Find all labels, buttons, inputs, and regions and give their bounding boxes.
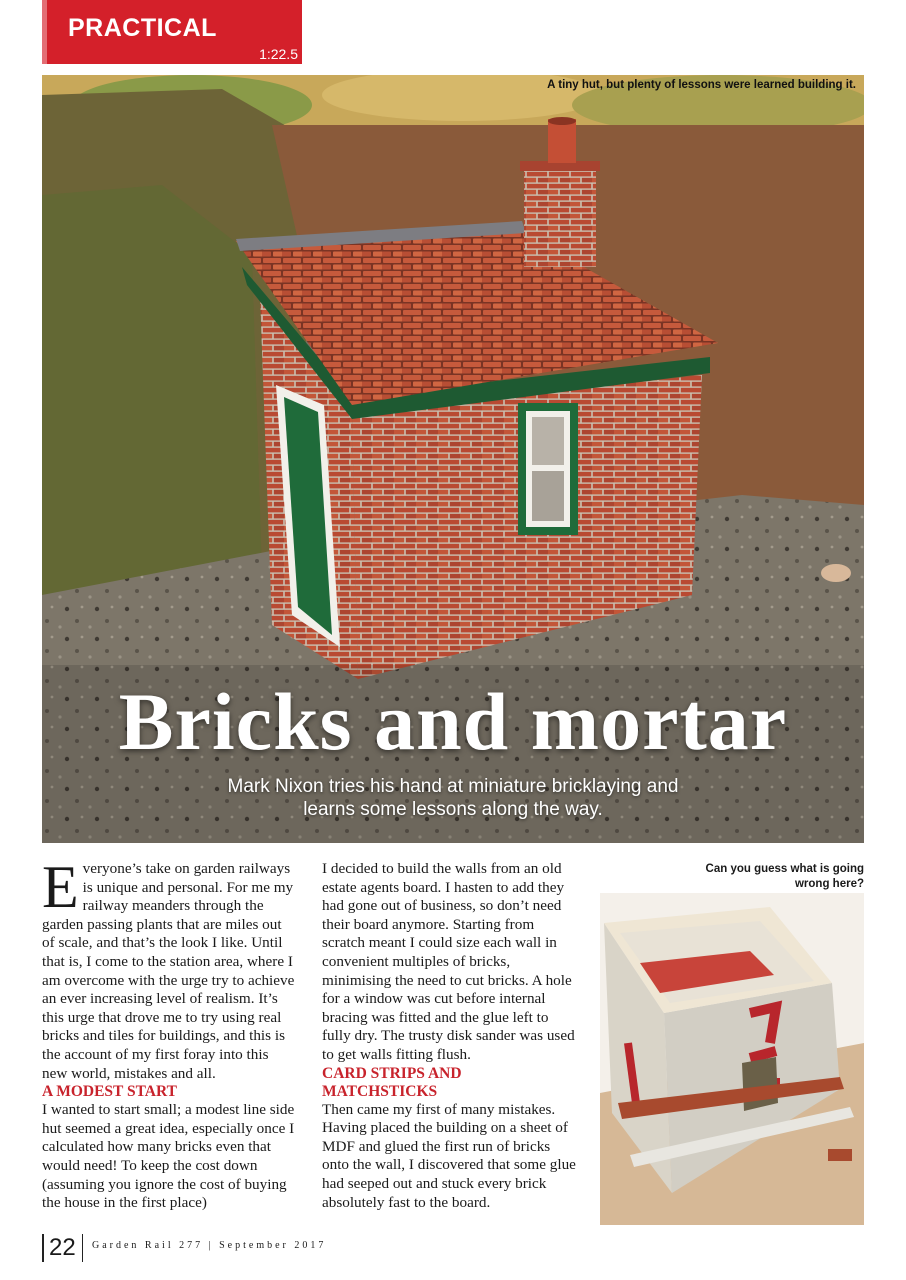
hero-photo [42, 75, 864, 843]
article-standfirst [42, 775, 864, 821]
paragraph [42, 854, 297, 1083]
inset-photo-caption [600, 862, 864, 892]
subheading: A MODEST START [42, 1083, 177, 1101]
section-label: PRACTICAL [68, 14, 217, 42]
paragraph-text: veryone’s take on garden railways is unique and personal. For me my railway meanders through the garden passing plants that are miles out of scale, and that’s the look I like. Until that is, I come to the station area, where I am overcome with the urge try to achieve an ever increasing level of realism. It’s this urge that drove me to try using real bricks and tiles for buildings, and this is the account of my first foray into this new world, mistakes and all. [42, 860, 295, 1082]
standfirst-line: learns some lessons along the way. [303, 799, 603, 820]
footer-marker [42, 1234, 44, 1262]
drop-cap: E [42, 854, 79, 920]
header-accent-bar [42, 0, 47, 64]
paragraph: Then came my first of many mistakes. Having placed the building on a sheet of MDF and glued the first run of bricks onto the wall, I discovered that some glue had seeped out and stuck every brick absolutely fast to the board. [322, 1100, 576, 1211]
hero-photo-caption: A tiny hut, but plenty of lessons were learned building it. [547, 79, 856, 91]
section-header [42, 0, 302, 64]
article-headline: Bricks and mortar [118, 676, 788, 767]
article-column-1 [42, 854, 297, 1213]
scale-label: 1:22.5 [259, 46, 298, 62]
footer-divider [82, 1234, 83, 1262]
publication-info: Garden Rail 277 | September 2017 [92, 1240, 327, 1251]
paragraph: I decided to build the walls from an old estate agents board. I hasten to add they had gone out of business, so don’t need their board anymore. Starting from scratch meant I could size each wall in convenient multiples of bricks, minimising the need to cut bricks. A hole for a window was cut before internal bracing was fitted and the glue left to fully dry. The trusty disk sander was used to get walls fitting flush. [322, 860, 575, 1063]
inset-photo [600, 893, 864, 1225]
paragraph: I wanted to start small; a modest line side hut seemed a great idea, especially once I calculated how many bricks even that would need! To keep the cost down (assuming you ignore the cost of buying the house in the first place) [42, 1101, 295, 1212]
standfirst-line: Mark Nixon tries his hand at miniature bricklaying and [227, 776, 679, 797]
card-shell-illustration [600, 893, 864, 1225]
article-column-2 [322, 860, 580, 1212]
subheading: CARD STRIPS AND MATCHSTICKS [322, 1064, 462, 1100]
caption-line: Can you guess what is going [705, 863, 864, 875]
caption-line: wrong here? [794, 878, 864, 890]
page-number: 22 [49, 1234, 76, 1261]
